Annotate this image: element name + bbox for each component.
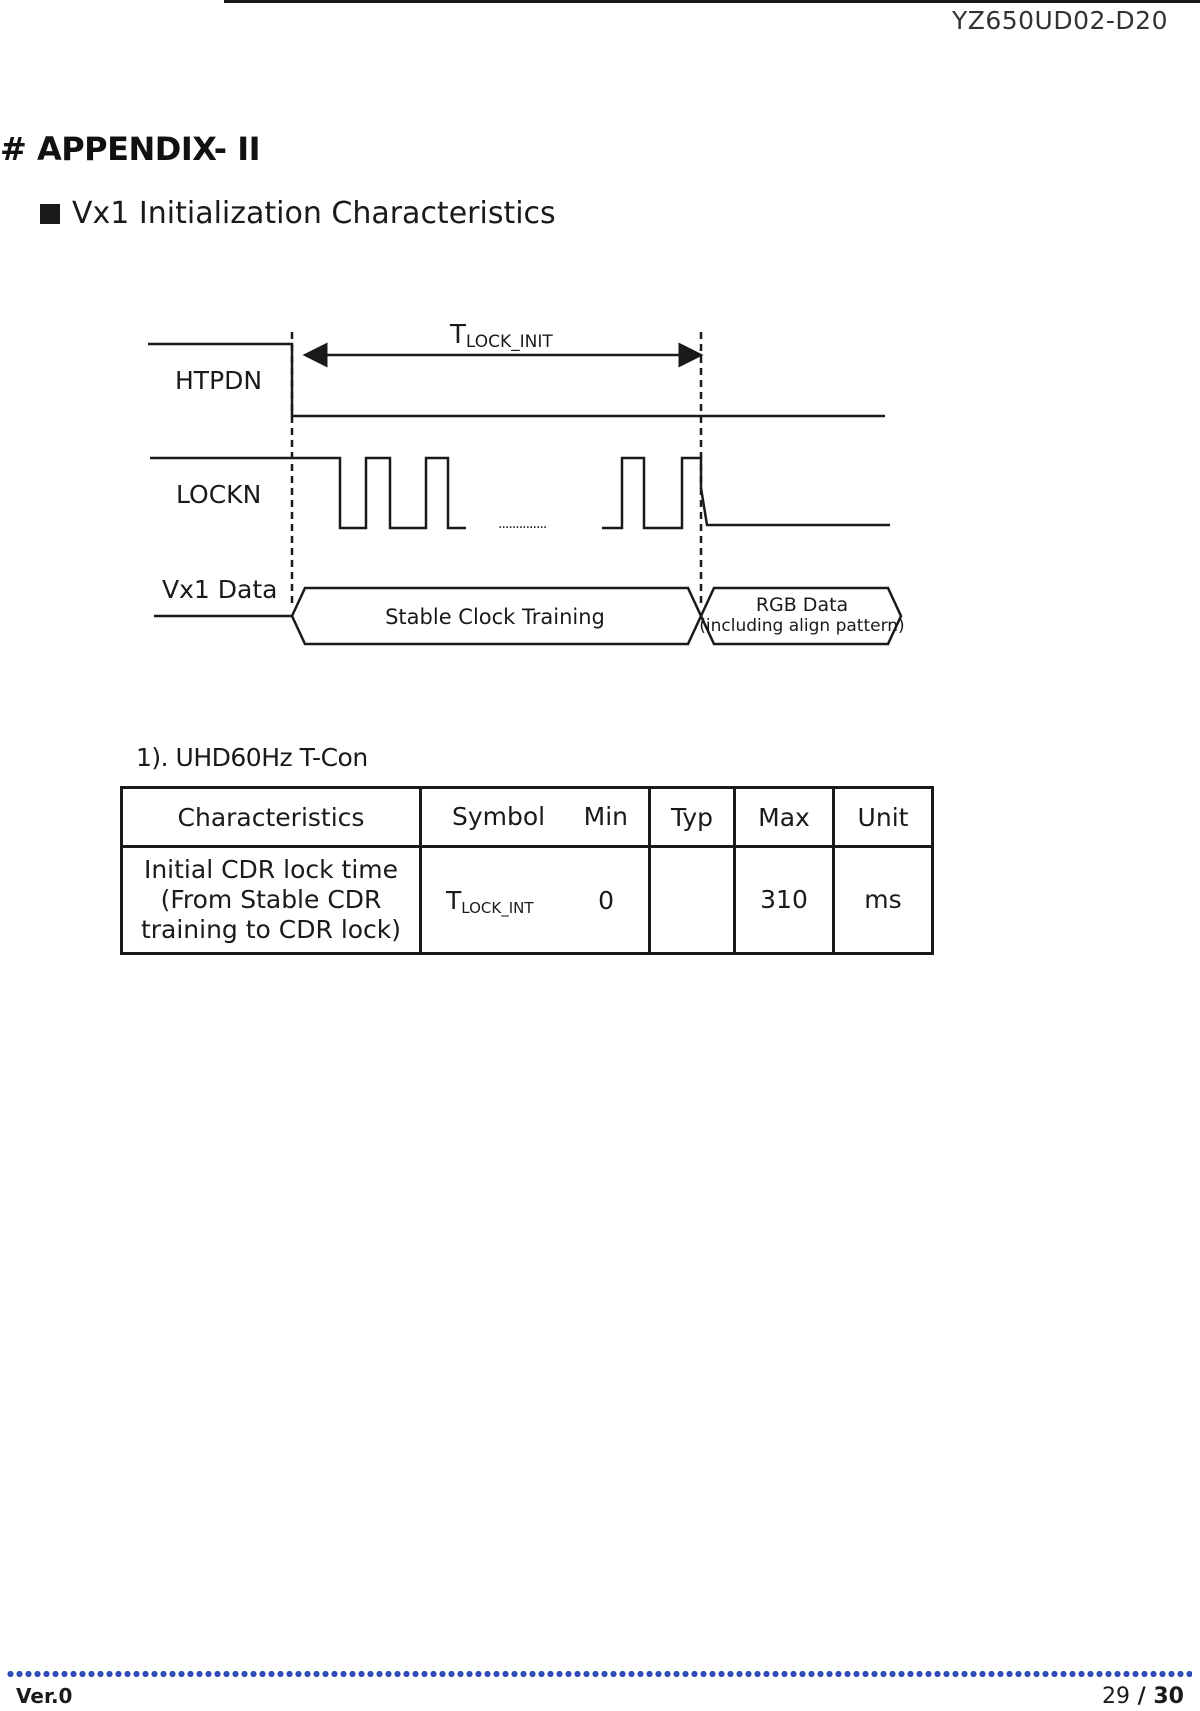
cell-symbol: $T_{LOCK\_INT}$	[446, 886, 534, 917]
cell-unit: ms	[834, 847, 933, 954]
table-row	[122, 847, 933, 954]
cell-symbol-min	[421, 847, 650, 954]
spec-table	[120, 786, 934, 955]
header-characteristics: Characteristics	[122, 788, 421, 847]
footer-dotted-rule	[6, 1671, 1192, 1677]
characteristic-line-3: training to CDR lock)	[140, 915, 402, 944]
signal-label-lockn: LOCKN	[176, 480, 262, 509]
stable-clock-training-label: Stable Clock Training	[385, 605, 605, 629]
header-min: Min	[583, 802, 628, 831]
lockn-waveform-right	[602, 458, 890, 528]
header-unit: Unit	[834, 788, 933, 847]
page-number: 29 / 30	[1102, 1684, 1184, 1709]
page-title: # APPENDIX- II	[0, 130, 261, 168]
rgb-data-label: RGB Data	[755, 594, 849, 616]
header-symbol: Symbol	[452, 802, 546, 831]
characteristic-line-1: Initial CDR lock time	[143, 855, 399, 884]
characteristic-line-2: (From Stable CDR	[160, 885, 382, 914]
square-bullet-icon	[40, 204, 60, 224]
section-heading	[40, 196, 556, 231]
version-label: Ver.0	[16, 1684, 73, 1708]
lockn-ellipsis: ..............	[498, 516, 547, 532]
cell-typ	[650, 847, 735, 954]
timing-diagram	[0, 300, 1200, 660]
header-symbol-min	[421, 788, 650, 847]
document-id: YZ650UD02-D20	[951, 6, 1168, 35]
t-lock-label: TLOCK_INIT	[450, 320, 553, 352]
section-heading-text: Vx1 Initialization Characteristics	[72, 196, 556, 231]
cell-max: 310	[735, 847, 834, 954]
table-header-row	[122, 788, 933, 847]
cell-characteristic	[122, 847, 421, 954]
header-typ: Typ	[650, 788, 735, 847]
cell-min: 0	[598, 886, 614, 915]
rgb-data-sublabel: (including align pattern)	[699, 616, 905, 636]
header-max: Max	[735, 788, 834, 847]
header-rule	[224, 0, 1200, 3]
signal-label-htpdn: HTPDN	[175, 366, 263, 395]
signal-label-vx1: Vx1 Data	[162, 575, 278, 604]
table-caption: 1). UHD60Hz T-Con	[136, 743, 368, 772]
